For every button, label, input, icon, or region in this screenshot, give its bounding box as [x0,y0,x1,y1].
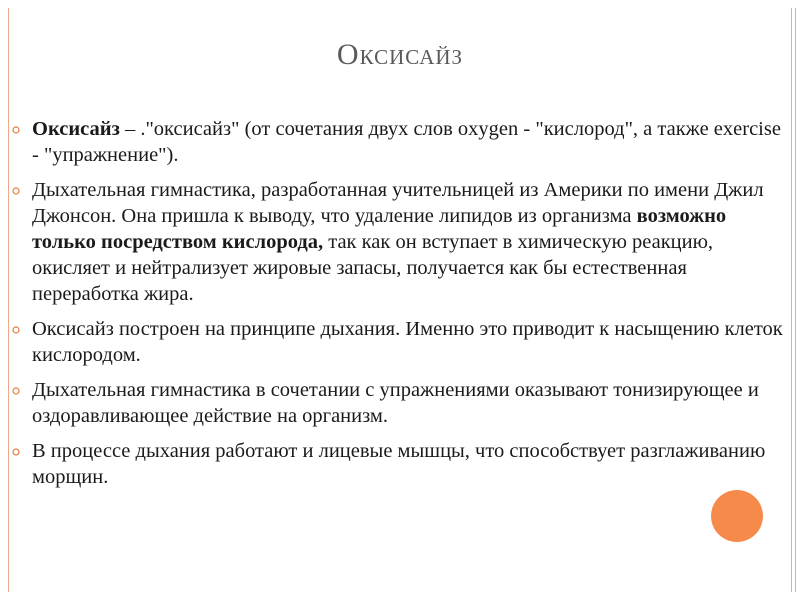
bullet-text [32,118,781,166]
bullet-icon [12,448,20,456]
bullet-body: В процессе дыхания работают и лицевые мышцы, что способствует разглаживанию морщин. [32,440,766,488]
bullet-body: – ."оксисайз" (от сочетания двух слов oxygen - "кислород", а также exercise - "упражнение"). [32,118,781,166]
bullet-body-before: Дыхательная гимнастика, разработанная учительницей из Америки по имени Джил Джонсон. Она пришла к выводу, что удаление липидов из организма [32,179,764,227]
frame-line-left [8,8,9,592]
bullet-body: Дыхательная гимнастика в сочетании с упражнениями оказывают тонизирующее и оздоравливающее действие на организм. [32,379,759,427]
bullet-text [32,179,764,305]
bullet-item-2 [12,177,792,307]
bullet-item-4 [12,377,792,429]
bullet-item-5 [12,438,792,490]
bullet-icon [12,326,20,334]
bullet-body: Оксисайз построен на принципе дыхания. Именно это приводит к насыщению клеток кислородом. [32,318,783,366]
bullet-item-1 [12,116,792,168]
bullet-item-3 [12,316,792,368]
bullet-icon [12,387,20,395]
bullet-icon [12,187,20,195]
orange-circle-icon [711,490,763,542]
slide-title: Оксисайз [336,38,464,71]
bullet-body-after: так как он вступает в химическую реакцию, окисляет и нейтрализует жировые запасы, получается как бы естественная переработка жира. [32,231,714,305]
bullet-icon [12,126,20,134]
bullet-bold-lead: Оксисайз [32,118,120,140]
bullet-bold-mid: возможно только посредством кислорода, [32,205,727,253]
frame-line-right-outer [795,8,796,592]
bullet-list [12,116,792,499]
